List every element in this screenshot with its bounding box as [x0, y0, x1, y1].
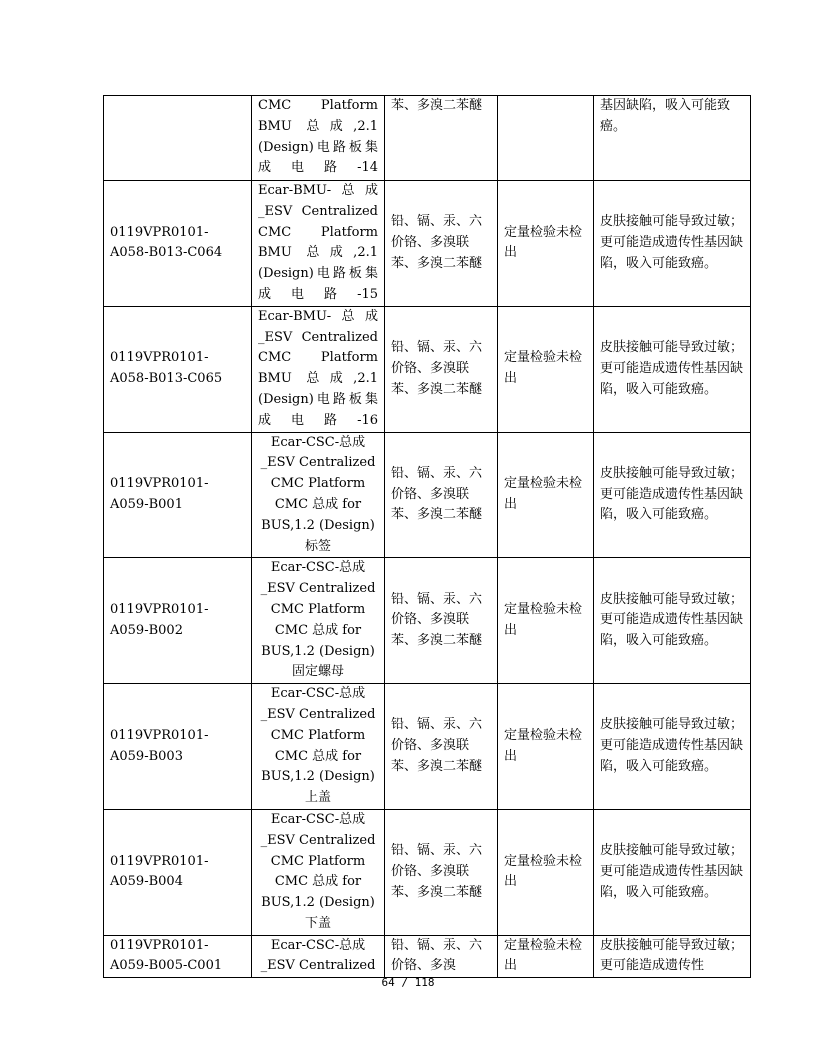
part-name-line: CMC Platform — [270, 601, 366, 617]
substances-cell: 铅、镉、汞、六价铬、多溴联苯、多溴二苯醚 — [385, 684, 498, 810]
part-name-line: Ecar-CSC-总成 — [270, 811, 366, 827]
table-row — [104, 684, 751, 810]
table-row — [104, 181, 751, 307]
test-result-cell: 定量检验未检出 — [498, 181, 594, 307]
table-body — [104, 96, 751, 978]
part-name-line: (Design)电路板集 — [258, 391, 378, 407]
part-name-line: 固定螺母 — [291, 664, 344, 680]
part-name-line: BMU 总成,2.1 — [258, 245, 378, 261]
part-name-line: Ecar-CSC-总成 — [270, 560, 366, 576]
part-name-line: CMC Platform — [270, 476, 366, 492]
part-number-cell: 0119VPR0101-A058-B013-C064 — [104, 181, 252, 307]
part-name-line: CMC Platform — [270, 727, 366, 743]
table-row — [104, 935, 751, 978]
substances-cell: 铅、镉、汞、六价铬、多溴联苯、多溴二苯醚 — [385, 432, 498, 558]
part-name-line: Ecar-CSC-总成 — [270, 686, 366, 702]
part-number-cell: 0119VPR0101-A058-B013-C065 — [104, 306, 252, 432]
part-name-line: 成电路-15 — [258, 286, 378, 302]
part-name-line: CMC Platform — [270, 853, 366, 869]
part-name-line: CMC 总成 for — [274, 874, 362, 890]
table-row — [104, 306, 751, 432]
part-name-line: CMC Platform — [258, 98, 378, 113]
table-row — [104, 96, 751, 181]
part-name-line: CMC 总成 for — [274, 496, 362, 512]
part-name-cell — [252, 96, 385, 181]
part-number-cell: 0119VPR0101-A059-B001 — [104, 432, 252, 558]
part-name-line: BUS,1.2 (Design) — [261, 517, 375, 533]
part-name-line: BMU 总成,2.1 — [258, 371, 378, 387]
part-name-line: 上盖 — [304, 790, 331, 806]
part-number-cell: 0119VPR0101-A059-B005-C001 — [104, 935, 252, 978]
part-name-line: _ESV Centralized — [260, 706, 376, 722]
hazard-table — [103, 95, 751, 978]
part-number-cell: 0119VPR0101-A059-B003 — [104, 684, 252, 810]
part-name-line: BUS,1.2 (Design) — [261, 643, 375, 659]
part-name-line: Ecar-CSC-总成 — [270, 937, 366, 953]
part-name-line: _ESV Centralized — [258, 329, 378, 345]
part-name-cell — [252, 432, 385, 558]
part-name-line: Ecar-CSC-总成 — [270, 434, 366, 450]
part-name-line: 成电路-14 — [258, 160, 378, 176]
test-result-cell — [498, 96, 594, 181]
hazard-description-cell: 皮肤接触可能导致过敏；更可能造成遗传性基因缺陷，吸入可能致癌。 — [594, 558, 751, 684]
part-name-line: _ESV Centralized — [260, 958, 376, 974]
part-number-cell — [104, 96, 252, 181]
part-name-line: _ESV Centralized — [260, 455, 376, 471]
substances-cell: 铅、镉、汞、六价铬、多溴联苯、多溴二苯醚 — [385, 558, 498, 684]
part-name-line: (Design)电路板集 — [258, 139, 378, 155]
part-name-line: CMC Platform — [258, 350, 378, 366]
hazard-description-cell: 皮肤接触可能导致过敏；更可能造成遗传性基因缺陷，吸入可能致癌。 — [594, 306, 751, 432]
substances-cell: 铅、镉、汞、六价铬、多溴联苯、多溴二苯醚 — [385, 306, 498, 432]
table-row — [104, 558, 751, 684]
table-row — [104, 432, 751, 558]
part-name-line: BUS,1.2 (Design) — [261, 769, 375, 785]
part-name-cell — [252, 935, 385, 978]
part-name-cell — [252, 684, 385, 810]
test-result-cell: 定量检验未检出 — [498, 558, 594, 684]
part-name-cell — [252, 809, 385, 935]
test-result-cell: 定量检验未检出 — [498, 306, 594, 432]
part-name-cell — [252, 306, 385, 432]
part-name-line: _ESV Centralized — [258, 203, 378, 219]
hazard-description-cell: 皮肤接触可能导致过敏；更可能造成遗传性基因缺陷，吸入可能致癌。 — [594, 181, 751, 307]
part-name-line: 标签 — [304, 538, 331, 554]
part-name-line: Ecar-BMU-总成 — [258, 308, 378, 324]
test-result-cell: 定量检验未检出 — [498, 684, 594, 810]
substances-cell: 苯、多溴二苯醚 — [385, 96, 498, 181]
part-name-line: (Design)电路板集 — [258, 266, 378, 282]
part-name-line: CMC Platform — [258, 224, 378, 240]
part-name-cell — [252, 558, 385, 684]
part-name-line: CMC 总成 for — [274, 748, 362, 764]
test-result-cell: 定量检验未检出 — [498, 935, 594, 978]
part-name-line: _ESV Centralized — [260, 832, 376, 848]
part-name-line: BUS,1.2 (Design) — [261, 895, 375, 911]
part-name-cell — [252, 181, 385, 307]
part-name-line: 成电路-16 — [258, 412, 378, 428]
part-name-line: _ESV Centralized — [260, 581, 376, 597]
hazard-description-cell: 皮肤接触可能导致过敏；更可能造成遗传性 — [594, 935, 751, 978]
hazard-description-cell: 皮肤接触可能导致过敏；更可能造成遗传性基因缺陷，吸入可能致癌。 — [594, 432, 751, 558]
part-name-line: BMU 总成,2.1 — [258, 118, 378, 134]
substances-cell: 铅、镉、汞、六价铬、多溴联苯、多溴二苯醚 — [385, 809, 498, 935]
substances-cell: 铅、镉、汞、六价铬、多溴联苯、多溴二苯醚 — [385, 181, 498, 307]
hazard-description-cell: 皮肤接触可能导致过敏；更可能造成遗传性基因缺陷，吸入可能致癌。 — [594, 809, 751, 935]
table-row — [104, 809, 751, 935]
part-number-cell: 0119VPR0101-A059-B002 — [104, 558, 252, 684]
test-result-cell: 定量检验未检出 — [498, 432, 594, 558]
hazard-description-cell: 皮肤接触可能导致过敏；更可能造成遗传性基因缺陷，吸入可能致癌。 — [594, 684, 751, 810]
substances-cell: 铅、镉、汞、六价铬、多溴 — [385, 935, 498, 978]
part-number-cell: 0119VPR0101-A059-B004 — [104, 809, 252, 935]
page-number: 64 / 118 — [381, 976, 435, 989]
part-name-line: Ecar-BMU-总成 — [258, 183, 378, 198]
hazard-description-cell: 基因缺陷，吸入可能致癌。 — [594, 96, 751, 181]
test-result-cell: 定量检验未检出 — [498, 809, 594, 935]
part-name-line: CMC 总成 for — [274, 622, 362, 638]
part-name-line: 下盖 — [304, 915, 331, 931]
